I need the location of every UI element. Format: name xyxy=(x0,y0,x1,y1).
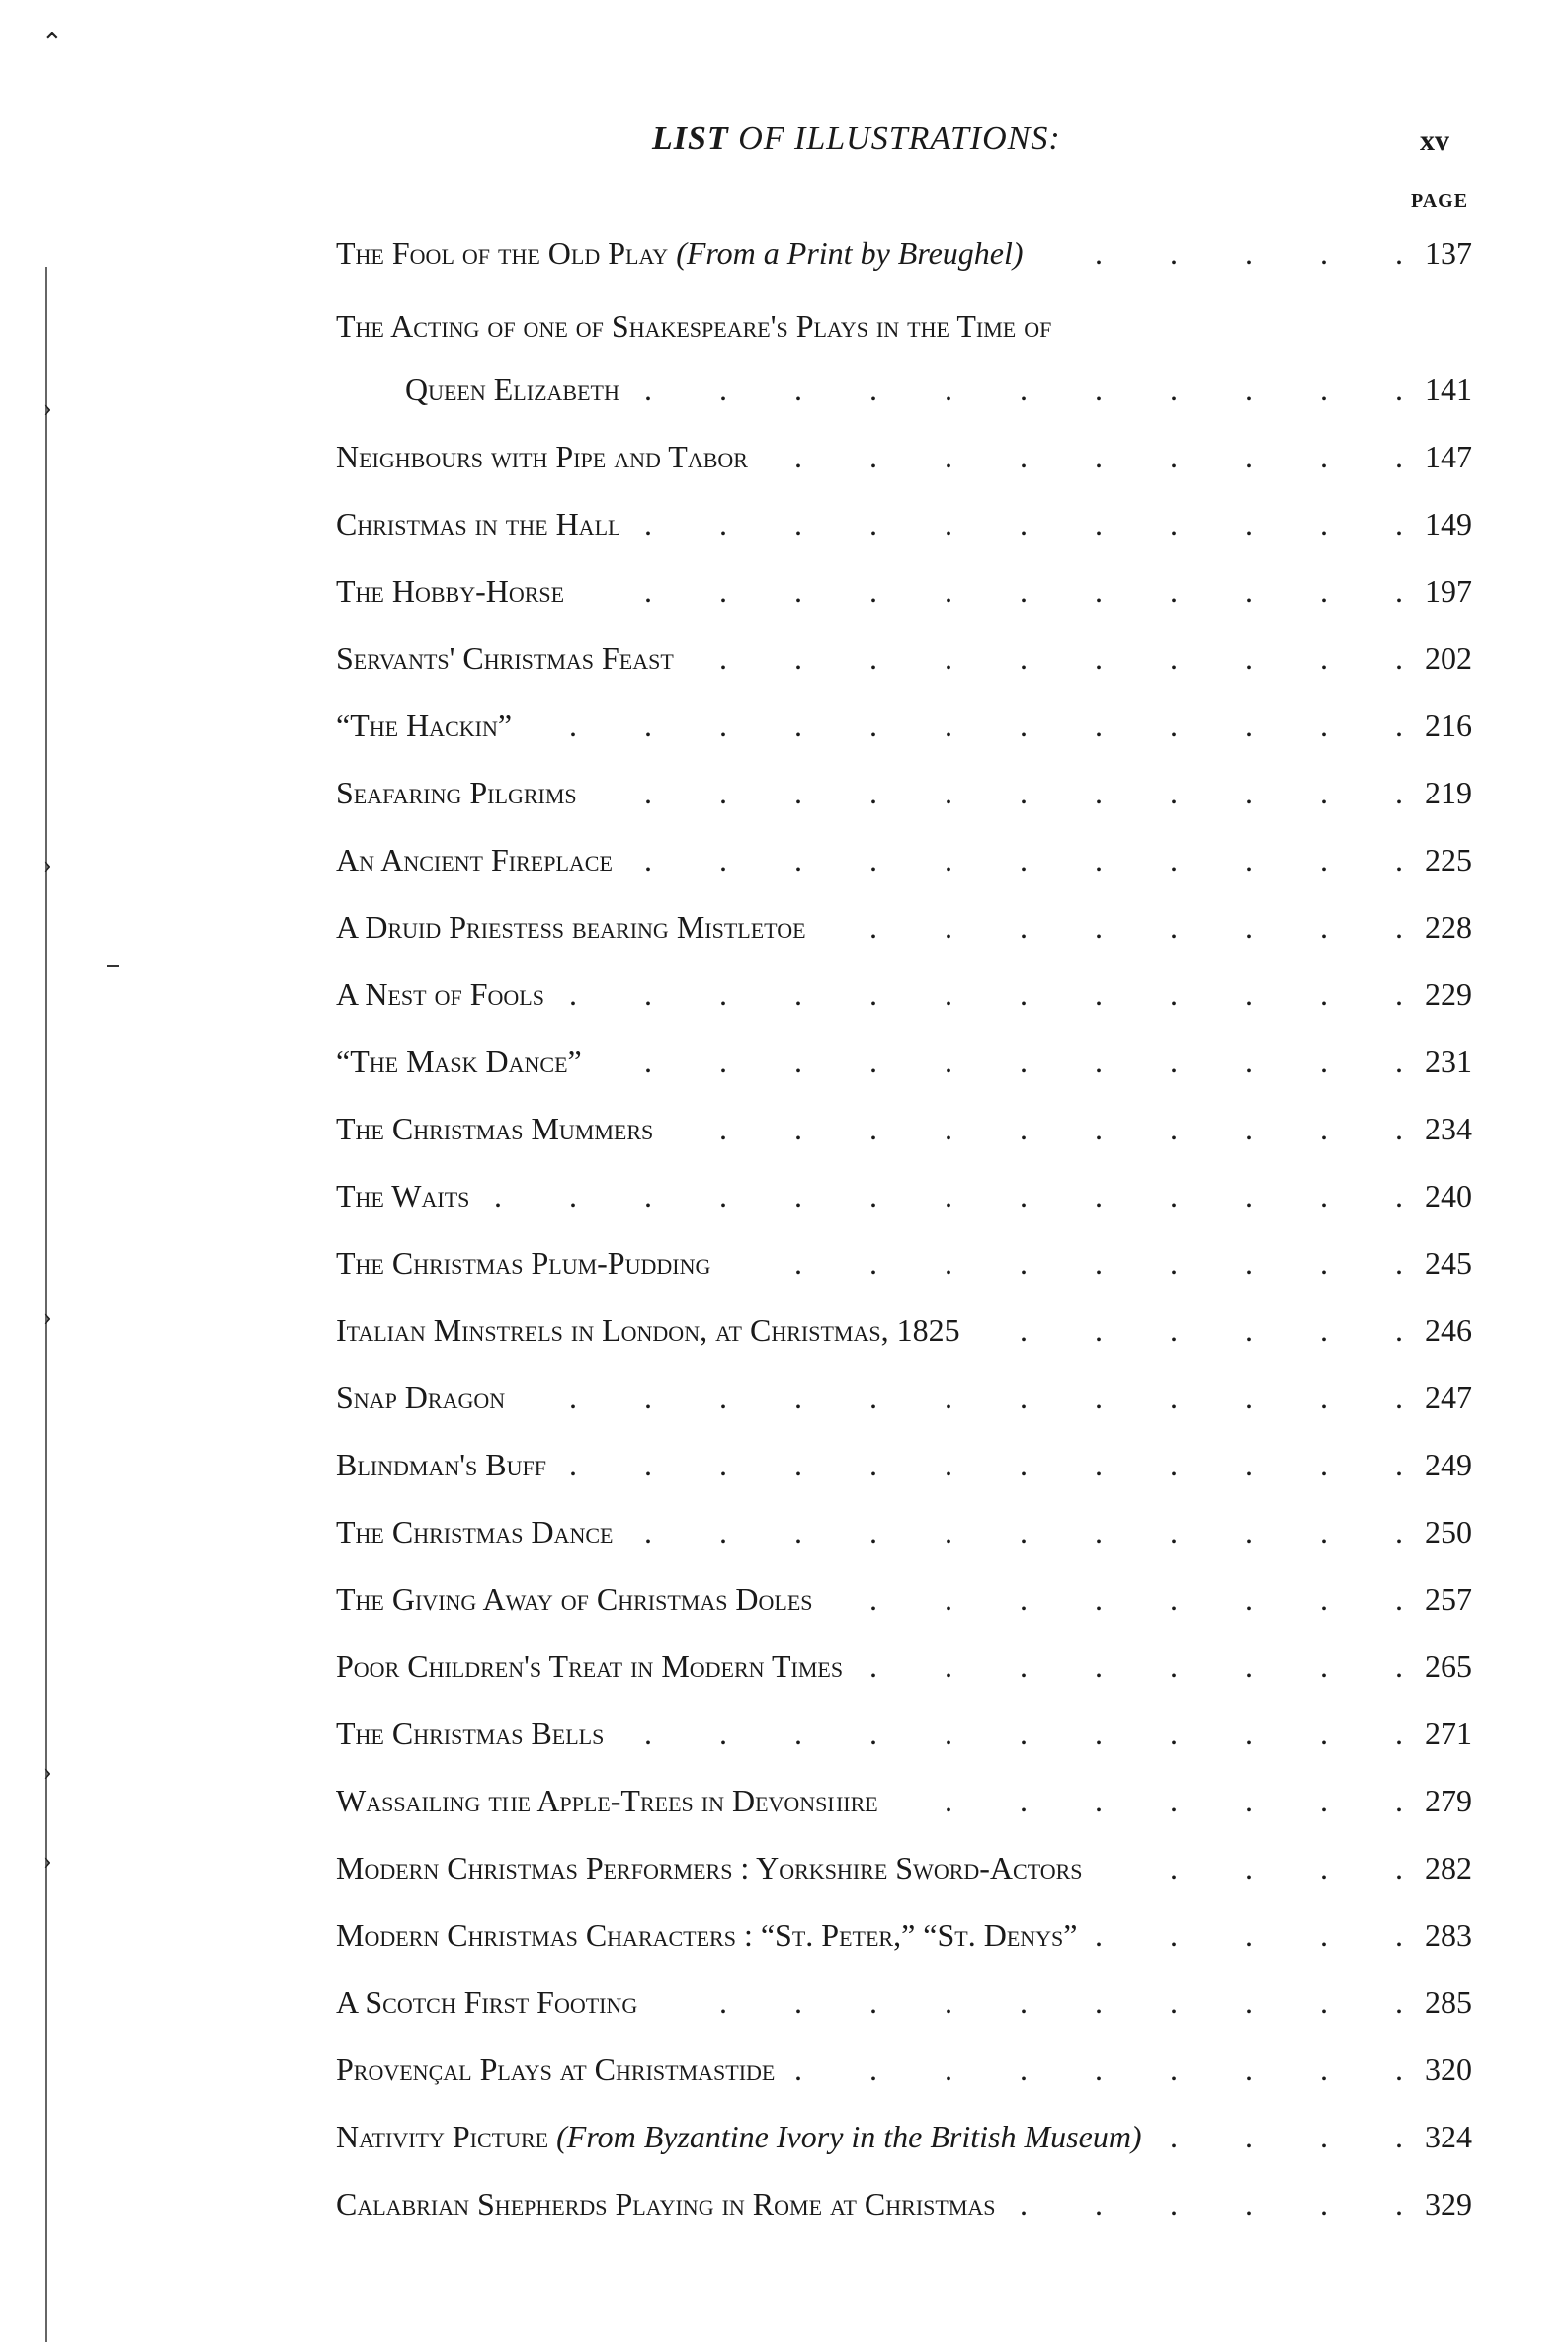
illustration-title-line2: Queen Elizabeth xyxy=(405,372,619,407)
page-number: 216 xyxy=(1425,708,1472,743)
illustration-title-text: “The Mask Dance” xyxy=(336,1044,582,1079)
list-item: A Druid Priestess bearing Mistletoe 228 . . . . . . . . xyxy=(336,909,1472,945)
illustration-title xyxy=(336,1984,637,2021)
illustration-title-text: Christmas in the Hall xyxy=(336,506,621,542)
illustration-title-text: Seafaring Pilgrims xyxy=(336,775,577,810)
list-item: The Christmas Bells 271 . . . . . . . . . . . xyxy=(336,1716,1472,1751)
list-item: The Christmas Mummers 234 . . . . . . . . . . xyxy=(336,1111,1472,1146)
page-number: 285 xyxy=(1425,1984,1472,2020)
illustration-title xyxy=(336,1783,878,1819)
illustration-title-text: The Fool of the Old Play xyxy=(336,235,669,271)
running-head-title xyxy=(652,121,1061,158)
illustration-source: (From a Print by Breughel) xyxy=(676,235,1024,271)
list-item: Calabrian Shepherds Playing in Rome at Christmas 329 . . . . . . xyxy=(336,2186,1472,2222)
binding-mark: › xyxy=(43,1846,52,1875)
illustration-title xyxy=(336,1245,710,1282)
running-head-title-bold: LIST xyxy=(652,121,729,157)
page-number: 257 xyxy=(1425,1581,1472,1617)
page-number: 240 xyxy=(1425,1178,1472,1214)
list-item: “The Mask Dance” 231 . . . . . . . . . . . xyxy=(336,1044,1472,1079)
page-number: 147 xyxy=(1425,439,1472,474)
illustration-title-text: The Waits xyxy=(336,1178,470,1214)
page-number: 219 xyxy=(1425,775,1472,810)
list-item: Servants' Christmas Feast 202 . . . . . . . . . . xyxy=(336,640,1472,676)
illustration-title-text: Blindman's Buff xyxy=(336,1447,546,1482)
page-number: 283 xyxy=(1425,1917,1472,1953)
illustration-title-text: “The Hackin” xyxy=(336,708,513,743)
illustration-title-text: A Druid Priestess bearing Mistletoe xyxy=(336,909,806,945)
illustration-title xyxy=(336,2119,1142,2155)
page-number: 234 xyxy=(1425,1111,1472,1146)
illustration-title-text: The Giving Away of Christmas Doles xyxy=(336,1581,813,1617)
page-folio: xv xyxy=(1420,125,1449,157)
page-number: 271 xyxy=(1425,1716,1472,1751)
list-item: Christmas in the Hall 149 . . . . . . . . . . . xyxy=(336,506,1472,542)
list-item: The Waits 240 . . . . . . . . . . . . . xyxy=(336,1178,1472,1214)
illustration-title xyxy=(336,2052,775,2088)
illustration-title-text: The Christmas Mummers xyxy=(336,1111,654,1146)
illustration-title xyxy=(336,842,613,879)
illustration-title-text: A Scotch First Footing xyxy=(336,1984,638,2020)
list-item: Modern Christmas Characters : “St. Peter,” “St. Denys” 283 . . . . . xyxy=(336,1917,1472,1953)
list-item: The Fool of the Old Play (From a Print by Breughel) 137 . . . . . xyxy=(336,235,1472,271)
page-number: 225 xyxy=(1425,842,1472,878)
list-item: The Giving Away of Christmas Doles 257 . . . . . . . . xyxy=(336,1581,1472,1617)
list-item: Nativity Picture (From Byzantine Ivory in the British Museum) 324 . . . . xyxy=(336,2119,1472,2154)
list-item: Snap Dragon 247 . . . . . . . . . . . . xyxy=(336,1380,1472,1415)
illustration-title xyxy=(336,640,674,677)
illustration-title-text: A Nest of Fools xyxy=(336,976,544,1012)
binding-mark: ⌃ xyxy=(41,28,63,56)
illustration-title xyxy=(336,775,577,811)
illustration-title-text: Neighbours with Pipe and Tabor xyxy=(336,439,748,474)
binding-mark: › xyxy=(43,850,52,879)
binding-mark: › xyxy=(43,1757,52,1786)
page-number: 250 xyxy=(1425,1514,1472,1550)
list-item: Modern Christmas Performers : Yorkshire Sword-Actors 282 . . . . xyxy=(336,1850,1472,1886)
list-item: Wassailing the Apple-Trees in Devonshire 279 . . . . . . . xyxy=(336,1783,1472,1818)
page-number: 247 xyxy=(1425,1380,1472,1415)
illustration-title xyxy=(336,708,512,744)
list-item: The Christmas Plum-Pudding 245 . . . . . . . . . xyxy=(336,1245,1472,1281)
list-item: A Nest of Fools 229 . . . . . . . . . . . . xyxy=(336,976,1472,1012)
illustration-title-text: Servants' Christmas Feast xyxy=(336,640,674,676)
illustration-title xyxy=(336,1111,653,1147)
page-number: 141 xyxy=(1425,372,1472,407)
page-number: 229 xyxy=(1425,976,1472,1012)
list-item: Provençal Plays at Christmastide 320 . . . . . . . . . xyxy=(336,2052,1472,2087)
page-number: 228 xyxy=(1425,909,1472,945)
illustration-title-text: Poor Children's Treat in Modern Times xyxy=(336,1648,844,1684)
list-item: An Ancient Fireplace 225 . . . . . . . . . . . xyxy=(336,842,1472,878)
page-column-label: PAGE xyxy=(1411,190,1469,211)
page-number: 282 xyxy=(1425,1850,1472,1886)
running-head-title-rest: OF ILLUSTRATIONS: xyxy=(738,121,1061,157)
illustration-title-text: An Ancient Fireplace xyxy=(336,842,613,878)
illustration-title-text: Provençal Plays at Christmastide xyxy=(336,2052,776,2087)
page-number: 329 xyxy=(1425,2186,1472,2222)
list-item: Blindman's Buff 249 . . . . . . . . . . . . xyxy=(336,1447,1472,1482)
illustration-title xyxy=(336,1850,1083,1887)
illustration-title xyxy=(336,1917,1077,1954)
illustration-title xyxy=(336,1447,546,1483)
page-number: 246 xyxy=(1425,1312,1472,1348)
page-number: 231 xyxy=(1425,1044,1472,1079)
illustration-title-text: Snap Dragon xyxy=(336,1380,506,1415)
binding-mark: › xyxy=(43,393,52,422)
illustration-title xyxy=(336,1716,604,1752)
list-item: The Christmas Dance 250 . . . . . . . . . . . xyxy=(336,1514,1472,1550)
list-item: The Hobby-Horse 197 . . . . . . . . . . . xyxy=(336,573,1472,609)
page-number: 137 xyxy=(1425,235,1472,271)
illustration-title xyxy=(336,2186,996,2223)
page-number: 197 xyxy=(1425,573,1472,609)
page-number: 202 xyxy=(1425,640,1472,676)
list-item: Seafaring Pilgrims 219 . . . . . . . . . . . xyxy=(336,775,1472,810)
illustration-title xyxy=(336,1380,505,1416)
illustration-source: (From Byzantine Ivory in the British Museum) xyxy=(556,2119,1142,2154)
page-number: 149 xyxy=(1425,506,1472,542)
page-number: 245 xyxy=(1425,1245,1472,1281)
illustration-title xyxy=(336,1514,613,1551)
binding-mark: › xyxy=(43,1302,52,1331)
page-number: 279 xyxy=(1425,1783,1472,1818)
list-item: Italian Minstrels in London, at Christmas, 1825 246 . . . . . . xyxy=(336,1312,1472,1348)
illustration-title xyxy=(336,506,620,543)
list-item: Neighbours with Pipe and Tabor 147 . . . . . . . . . xyxy=(336,439,1472,474)
illustration-title xyxy=(336,235,1024,272)
illustration-title-text: Nativity Picture xyxy=(336,2119,549,2154)
page-number: 249 xyxy=(1425,1447,1472,1482)
illustration-title-text: The Hobby-Horse xyxy=(336,573,565,609)
illustration-title xyxy=(336,1044,582,1080)
running-head xyxy=(0,121,1568,160)
illustration-title xyxy=(336,573,564,610)
page-number: 265 xyxy=(1425,1648,1472,1684)
illustration-title xyxy=(336,1648,843,1685)
illustration-title xyxy=(336,1581,813,1618)
illustration-title xyxy=(336,909,806,946)
list-item: A Scotch First Footing 285 . . . . . . . . . . xyxy=(336,1984,1472,2020)
illustration-title-text: The Christmas Bells xyxy=(336,1716,605,1751)
illustration-title-text: Modern Christmas Performers : Yorkshire Sword-Actors xyxy=(336,1850,1083,1886)
page-number: 324 xyxy=(1425,2119,1472,2154)
page-number: 320 xyxy=(1425,2052,1472,2087)
list-item: The Acting of one of Shakespeare's Plays in the Time of Queen Elizabeth 141 . . . . . . . . . . . xyxy=(336,308,1472,407)
illustration-title-text: The Christmas Dance xyxy=(336,1514,614,1550)
illustration-title-text: Calabrian Shepherds Playing in Rome at Christmas xyxy=(336,2186,996,2222)
illustration-title xyxy=(336,976,544,1013)
illustration-title-text: Modern Christmas Characters : “St. Peter,” “St. Denys” xyxy=(336,1917,1078,1953)
list-item: Poor Children's Treat in Modern Times 265 . . . . . . . . xyxy=(336,1648,1472,1684)
illustration-title-text: Wassailing the Apple-Trees in Devonshire xyxy=(336,1783,878,1818)
illustration-title xyxy=(336,439,748,475)
illustration-title-line1: The Acting of one of Shakespeare's Plays in the Time of xyxy=(336,308,1052,344)
illustration-title-text: Italian Minstrels in London, at Christmas, 1825 xyxy=(336,1312,960,1348)
stray-mark xyxy=(107,965,119,967)
illustration-title-text: The Christmas Plum-Pudding xyxy=(336,1245,711,1281)
illustration-title xyxy=(336,1312,960,1349)
illustration-title xyxy=(336,1178,469,1215)
list-item: “The Hackin” 216 . . . . . . . . . . . . xyxy=(336,708,1472,743)
